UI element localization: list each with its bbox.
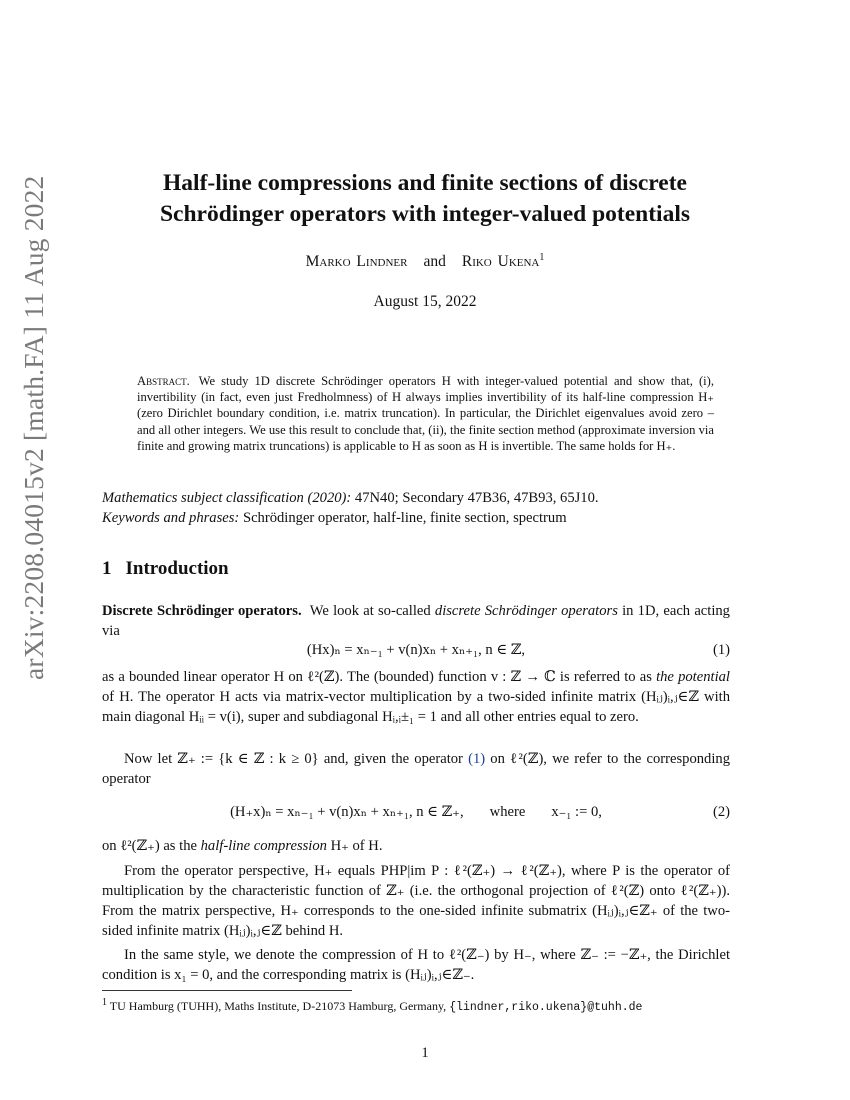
- paragraph-4-text-a: on ℓ²(ℤ₊) as the: [102, 838, 197, 854]
- paragraph-3-text-a: Now let ℤ₊ := {k ∈ ℤ : k ≥ 0} and, given the operator: [124, 751, 463, 767]
- paragraph-lead: Discrete Schrödinger operators.: [102, 603, 302, 619]
- equation-2-number: (2): [712, 804, 730, 820]
- equation-2: [102, 801, 730, 823]
- equation-1-body: (Hx)ₙ = xₙ₋₁ + v(n)xₙ + xₙ₊₁, n ∈ ℤ,: [306, 642, 526, 658]
- paragraph-6: [102, 945, 730, 985]
- equation-2-main: (H₊x)ₙ = xₙ₋₁ + v(n)xₙ + xₙ₊₁, n ∈ ℤ₊,: [230, 804, 464, 820]
- paragraph-1: [102, 601, 730, 641]
- paper-date: August 15, 2022: [373, 293, 477, 310]
- equation-1-number: (1): [712, 642, 730, 658]
- author-2: Riko Ukena: [461, 253, 540, 271]
- author-1: Marko Lindner: [305, 253, 408, 271]
- paragraph-2-text-a: as a bounded linear operator H on ℓ²(ℤ). The (bounded) function v : ℤ → ℂ is referred to as: [102, 669, 652, 685]
- section-heading: [102, 558, 229, 580]
- paragraph-2-emphasis: the potential: [656, 669, 730, 685]
- footnote-mark: 1: [539, 252, 545, 263]
- keywords-label: Keywords and phrases:: [102, 510, 240, 526]
- paragraph-3: [102, 749, 730, 789]
- paragraph-4-emphasis: half-line compression: [200, 838, 327, 854]
- equation-2-condition: x₋₁ := 0,: [551, 804, 602, 820]
- paragraph-1-emphasis: discrete Schrödinger operators: [434, 603, 618, 619]
- paragraph-5: [102, 861, 730, 941]
- paper-title: [0, 168, 850, 230]
- equation-1: [102, 639, 730, 661]
- author-list: [0, 252, 850, 271]
- paragraph-4: [102, 836, 730, 856]
- paragraph-1-text-b: in 1D, each acting via: [102, 603, 730, 639]
- paragraph-3-text-b: on ℓ²(ℤ), we refer to the corresponding operator: [102, 751, 730, 787]
- arxiv-identifier: arXiv:2208.04015v2 [math.FA] 11 Aug 2022: [18, 175, 49, 680]
- title-line-2: Schrödinger operators with integer-valued potentials: [159, 201, 691, 227]
- paragraph-4-text-b: H₊ of H.: [330, 838, 383, 854]
- abstract-text: We study 1D discrete Schrödinger operators H with integer-valued potential and show that, (i), invertibility (in fact, even just Fredholmness) of H always implies invertibility of its half-line compression H₊ (zero Dirichlet boundary condition, i.e. matrix truncation). In particular, the Dirichlet eigenvalues avoid zero – and all other integers. We use this result to conclude that, (ii), the finite section method (approximate inversion via finite and growing matrix truncations) is applicable to H as soon as H is invertible. The same holds for H₊.: [137, 374, 714, 453]
- paragraph-6-text: In the same style, we denote the compression of H to ℓ²(ℤ₋) by H₋, where ℤ₋ := −ℤ₊, the Dirichlet condition is x₁ = 0, and the corresponding matrix is (Hᵢⱼ)ᵢ,ⱼ∈ℤ₋.: [102, 947, 730, 983]
- footnote: [102, 995, 730, 1015]
- paragraph-5-text: From the operator perspective, H₊ equals PHP|im P : ℓ²(ℤ₊) → ℓ²(ℤ₊), where P is the operator of multiplication by the characteristic function of ℤ₊ (i.e. the orthogonal projection of ℓ²(ℤ) onto ℓ²(ℤ₊)). From the matrix perspective, H₊ corresponds to the one-sided infinite submatrix (Hᵢⱼ)ᵢ,ⱼ∈ℤ₊ of the two-sided infinite matrix (Hᵢⱼ)ᵢ,ⱼ∈ℤ behind H.: [102, 863, 730, 939]
- equation-reference-link[interactable]: (1): [468, 751, 486, 767]
- footnote-text: TU Hamburg (TUHH), Maths Institute, D-21073 Hamburg, Germany,: [109, 999, 447, 1013]
- keywords-value: Schrödinger operator, half-line, finite section, spectrum: [242, 510, 567, 526]
- paragraph-2-text-b: of H. The operator H acts via matrix-vector multiplication by a two-sided infinite matrix (Hᵢⱼ)ᵢ,ⱼ∈ℤ with main diagonal Hᵢᵢ = v(i), super and subdiagonal Hᵢ,ᵢ±₁ = 1 and all other entries equal to zero.: [102, 689, 730, 725]
- keywords-line: [102, 508, 732, 528]
- section-number: 1: [102, 558, 112, 579]
- footnote-divider: [102, 990, 352, 991]
- abstract-heading: Abstract.: [137, 374, 190, 388]
- section-title: Introduction: [125, 558, 229, 579]
- page-number: 1: [421, 1045, 429, 1061]
- msc-line: [102, 488, 732, 508]
- author-conjunction: and: [423, 253, 446, 271]
- paper-metadata: [102, 488, 732, 528]
- msc-label: Mathematics subject classification (2020):: [102, 490, 352, 506]
- paragraph-1-text-a: We look at so-called: [309, 603, 431, 619]
- footnote-number: 1: [102, 997, 107, 1008]
- paragraph-2: [102, 667, 730, 727]
- equation-2-where: where: [489, 804, 526, 820]
- equation-2-body: [102, 801, 730, 823]
- title-line-1: Half-line compressions and finite sections of discrete: [163, 170, 687, 196]
- footnote-emails[interactable]: {lindner,riko.ukena}@tuhh.de: [449, 1001, 643, 1014]
- abstract: [137, 373, 714, 454]
- msc-value: 47N40; Secondary 47B36, 47B93, 65J10.: [354, 490, 599, 506]
